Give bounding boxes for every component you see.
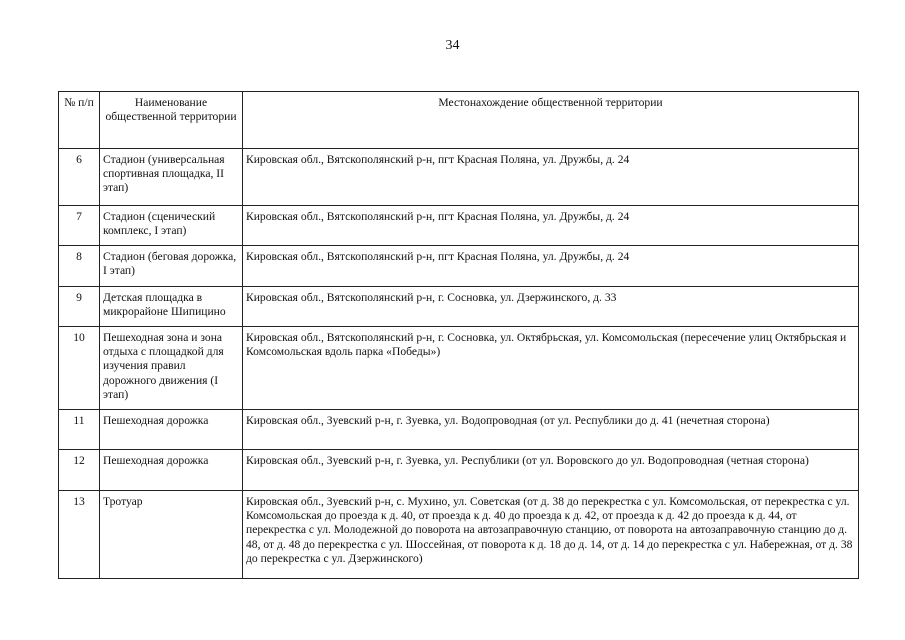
table-row: [59, 327, 859, 410]
territory-name: Стадион (универсальная спортивная площадка, II этап): [100, 149, 243, 206]
header-name: Наименование общественной территории: [100, 92, 243, 149]
territory-name: Стадион (беговая дорожка, I этап): [100, 246, 243, 287]
table-row: [59, 206, 859, 246]
row-number: 12: [59, 450, 100, 491]
table-row: [59, 246, 859, 287]
table-header-row: [59, 92, 859, 149]
territory-location: Кировская обл., Вятскополянский р-н, пгт Красная Поляна, ул. Дружбы, д. 24: [243, 149, 859, 206]
territory-location: Кировская обл., Зуевский р-н, г. Зуевка, ул. Республики (от ул. Воровского до ул. Водопроводная (четная сторона): [243, 450, 859, 491]
row-number: 9: [59, 287, 100, 327]
territory-location: Кировская обл., Зуевский р-н, с. Мухино, ул. Советская (от д. 38 до перекрестка с ул. Комсомольская, от перекрестка с ул. Комсомольская до проезда к д. 40, от проезда к д. 40 до проезда к д. 42, от проезда к д. 42 до проезда к д. 44, от перекрестка с ул. Молодежной до поворота на автозаправочную станцию, от поворота на автозаправочную станцию до д. 48, от д. 48 до перекрестка с ул. Шоссейная, от поворота к д. 18 до д. 14, от д. 14 до перекрестка с ул. Набережная, от д. 38 до перекрестка с ул. Дзержинского): [243, 491, 859, 579]
table-row: [59, 287, 859, 327]
territory-name: Детская площадка в микрорайоне Шипицино: [100, 287, 243, 327]
territory-location: Кировская обл., Вятскополянский р-н, пгт Красная Поляна, ул. Дружбы, д. 24: [243, 206, 859, 246]
table-row: [59, 410, 859, 450]
territory-name: Пешеходная дорожка: [100, 410, 243, 450]
row-number: 11: [59, 410, 100, 450]
header-location: Местонахождение общественной территории: [243, 92, 859, 149]
territory-name: Пешеходная зона и зона отдыха с площадкой для изучения правил дорожного движения (I этап): [100, 327, 243, 410]
row-number: 13: [59, 491, 100, 579]
table-row: [59, 450, 859, 491]
table-row: [59, 149, 859, 206]
territory-location: Кировская обл., Вятскополянский р-н, г. Сосновка, ул. Октябрьская, ул. Комсомольская (пересечение улиц Октябрьская и Комсомольская вдоль парка «Победы»): [243, 327, 859, 410]
row-number: 6: [59, 149, 100, 206]
row-number: 7: [59, 206, 100, 246]
territory-location: Кировская обл., Вятскополянский р-н, пгт Красная Поляна, ул. Дружбы, д. 24: [243, 246, 859, 287]
page-number: 34: [445, 38, 460, 53]
territory-name: Пешеходная дорожка: [100, 450, 243, 491]
header-number: № п/п: [59, 92, 100, 149]
row-number: 8: [59, 246, 100, 287]
territory-table: [58, 91, 859, 579]
table-row: [59, 491, 859, 579]
territory-location: Кировская обл., Зуевский р-н, г. Зуевка, ул. Водопроводная (от ул. Республики до д. 41 (нечетная сторона): [243, 410, 859, 450]
row-number: 10: [59, 327, 100, 410]
territory-name: Стадион (сценический комплекс, I этап): [100, 206, 243, 246]
territory-location: Кировская обл., Вятскополянский р-н, г. Сосновка, ул. Дзержинского, д. 33: [243, 287, 859, 327]
territory-name: Тротуар: [100, 491, 243, 579]
